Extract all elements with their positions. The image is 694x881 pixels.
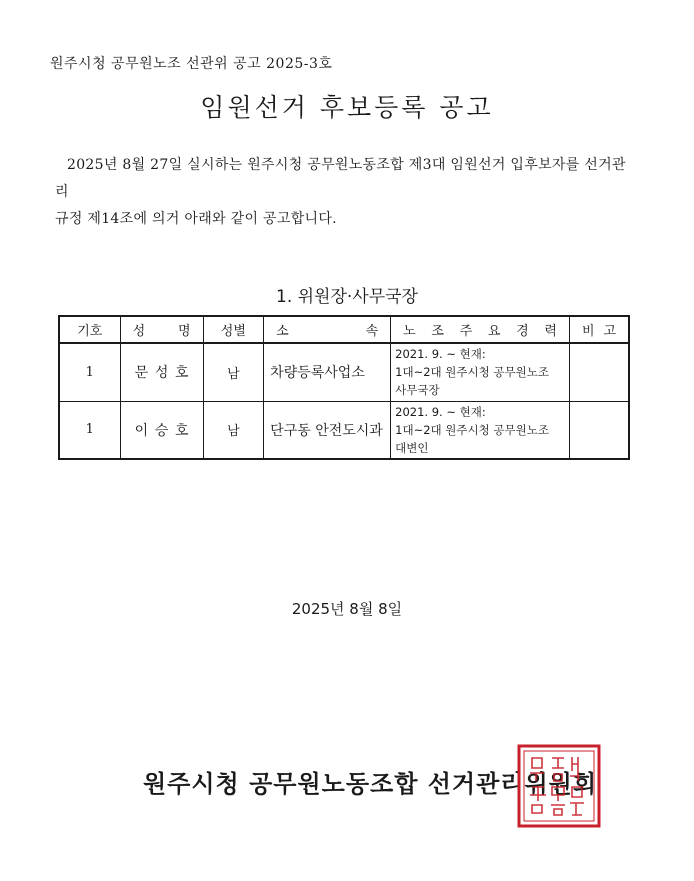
cell-number: 1 <box>59 343 120 401</box>
candidate-table <box>58 315 630 460</box>
career-line: 1대~2대 원주시청 공무원노조 <box>395 422 549 437</box>
cell-affiliation <box>264 401 391 459</box>
header-note <box>570 316 629 343</box>
name-char: 호 <box>174 422 189 439</box>
cell-gender: 남 <box>203 401 264 459</box>
seal-inner-border <box>524 751 594 821</box>
career-line: 1대~2대 원주시청 공무원노조 <box>395 365 549 380</box>
header-char: 비 <box>582 324 595 339</box>
cell-name <box>120 401 203 459</box>
notice-date: 2025년 8월 8일 <box>291 600 403 618</box>
name-char: 문 <box>134 365 149 382</box>
career-line: 대변인 <box>395 440 429 455</box>
document-number: 원주시청 공무원노조 선관위 공고 2025-3호 <box>50 56 333 72</box>
header-char: 고 <box>603 324 616 339</box>
header-name <box>120 316 203 343</box>
table-row <box>59 343 629 401</box>
header-char: 경 <box>516 324 529 339</box>
cell-gender: 남 <box>203 343 264 401</box>
header-char: 성 <box>132 324 146 339</box>
affiliation-text: 차량등록사업소 <box>270 365 365 382</box>
section-heading: 1. 위원장·사무국장 <box>276 287 418 307</box>
header-career <box>391 316 570 343</box>
header-char: 소 <box>276 324 289 339</box>
cell-name <box>120 343 203 401</box>
header-affiliation <box>264 316 391 343</box>
table-header-row <box>59 316 629 343</box>
career-line: 2021. 9. ~ 현재: <box>395 404 486 419</box>
header-char: 명 <box>177 324 191 339</box>
intro-line: 2025년 8월 27일 실시하는 원주시청 공무원노동조합 제3대 임원선거 입후보자를 선거관리 <box>55 157 626 200</box>
header-char: 력 <box>544 324 557 339</box>
name-char: 이 <box>134 422 149 439</box>
career-line: 사무국장 <box>395 383 440 398</box>
career-line: 2021. 9. ~ 현재: <box>395 347 486 362</box>
document-title: 임원선거 후보등록 공고 <box>200 93 494 122</box>
header-char: 주 <box>459 324 473 339</box>
intro-line: 규정 제14조에 의거 아래와 같이 공고합니다. <box>55 211 337 227</box>
cell-career <box>391 401 570 459</box>
header-char: 노 <box>403 324 416 339</box>
cell-note <box>570 401 629 459</box>
cell-number: 1 <box>59 401 120 459</box>
name-char: 성 <box>154 365 169 382</box>
intro-paragraph <box>55 152 635 233</box>
table-row <box>59 401 629 459</box>
header-number: 기호 <box>59 316 120 343</box>
cell-career <box>391 343 570 401</box>
header-char: 조 <box>431 324 444 339</box>
name-char: 승 <box>154 422 169 439</box>
header-gender: 성별 <box>203 316 264 343</box>
cell-note <box>570 343 629 401</box>
name-char: 호 <box>174 365 189 382</box>
cell-affiliation <box>264 343 391 401</box>
header-char: 속 <box>365 324 379 339</box>
header-char: 요 <box>487 324 501 339</box>
organization-name: 원주시청 공무원노동조합 선거관리위원회 <box>143 770 598 798</box>
official-seal-stamp <box>516 743 602 829</box>
affiliation-text: 단구동 안전도시과 <box>270 422 383 439</box>
